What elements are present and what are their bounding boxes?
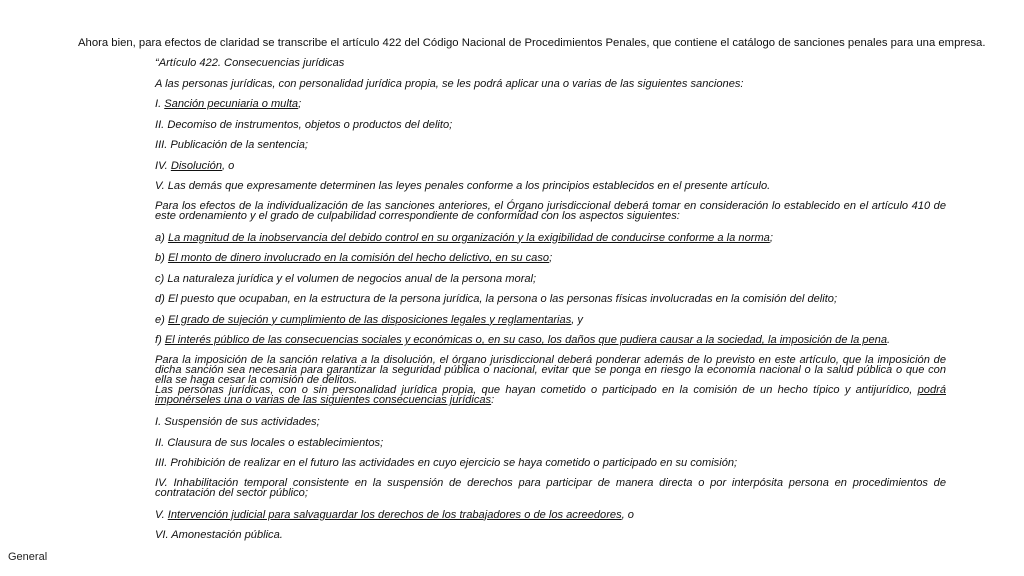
- aspect-f-letter: f): [155, 334, 165, 347]
- consequence-5: [155, 509, 946, 530]
- sanction-2: II. Decomiso de instrumentos, objetos o productos del delito;: [155, 118, 453, 131]
- sanction-1-number: I.: [155, 98, 165, 111]
- dissolution-text: Para la imposición de la sanción relativa a la disolución, el órgano jurisdiccional deberá ponderar además de lo previsto en este artículo, que la imposición de dicha sanción sea necesaria para garantizar la seguridad pública o nacional, evitar que se ponga en riesgo la economía nacional o la salud pública o que con ella se haga cesar la comisión de delitos.: [155, 353, 946, 386]
- aspect-b-end: ;: [549, 252, 553, 265]
- dissolution-paragraph: [155, 355, 946, 386]
- article-title: “Artículo 422. Consecuencias jurídicas: [155, 57, 345, 69]
- other-consequences-start: Las personas jurídicas, con o sin personalidad jurídica propia, que hayan cometido o participado en la comisión de un hecho típico y antijurídico,: [155, 384, 918, 397]
- sensitivity-label: General: [8, 551, 48, 563]
- aspect-b: [155, 252, 946, 273]
- consequence-1: I. Suspensión de sus actividades;: [155, 416, 320, 429]
- consequence-5-end: , o: [621, 508, 634, 521]
- sanction-5: V. Las demás que expresamente determinen las leyes penales conforme a los principios establecidos en el presente artículo.: [155, 180, 771, 193]
- aspect-a: [155, 232, 946, 253]
- individualization-paragraph: [155, 201, 946, 232]
- aspect-f-underlined: El interés público de las consecuencias sociales y económicas o, en su caso, los daños que pudiera causar a la sociedad, la imposición de la pena: [164, 334, 887, 347]
- consequence-4: [155, 478, 946, 509]
- aspect-e: [155, 314, 946, 335]
- aspect-a-end: ;: [769, 231, 773, 244]
- aspect-e-letter: e): [155, 313, 168, 326]
- aspect-f-end: .: [887, 334, 891, 347]
- aspect-a-letter: a): [155, 231, 168, 244]
- consequence-5-number: V.: [155, 508, 168, 521]
- aspect-f: [155, 334, 946, 355]
- intro-paragraph: Ahora bien, para efectos de claridad se transcribe el artículo 422 del Código Nacional de Procedimientos Penales, que contiene el catálogo de sanciones penales para una empresa.: [78, 37, 986, 49]
- sanction-4: [155, 160, 946, 181]
- sanction-1-end: ;: [298, 98, 302, 111]
- article-quote: [155, 57, 946, 550]
- aspect-a-underlined: La magnitud de la inobservancia del debido control en su organización y la exigibilidad de conducirse conforme a la norma: [167, 231, 770, 244]
- individualization-text: Para los efectos de la individualización de las sanciones anteriores, el Órgano jurisdiccional deberá tomar en consideración lo establecido en el artículo 410 de este ordenamiento y el grado de culpabilidad correspondiente de conformidad con los aspectos siguientes:: [155, 199, 946, 222]
- aspect-e-underlined: El grado de sujeción y cumplimiento de las disposiciones legales y reglamentarias: [167, 313, 572, 326]
- other-consequences-underlined: podrá imponérseles una o varias de las siguientes consecuencias jurídicas: [155, 384, 946, 407]
- other-consequences-paragraph: [155, 385, 946, 416]
- sanction-4-number: IV.: [155, 159, 171, 172]
- sanction-4-underlined: Disolución: [170, 159, 223, 172]
- consequence-6: VI. Amonestación pública.: [155, 529, 283, 542]
- other-consequences-end: :: [491, 394, 495, 407]
- aspect-d: d) El puesto que ocupaban, en la estructura de la persona jurídica, la persona o las personas físicas involucradas en la comisión del delito;: [155, 293, 838, 306]
- consequence-3: III. Prohibición de realizar en el futuro las actividades en cuyo ejercicio se haya cometido o participado en su comisión;: [155, 457, 738, 470]
- consequence-4-text: IV. Inhabilitación temporal consistente en la suspensión de derechos para participar de manera directa o por interpósita persona en procedimientos de contratación del sector público;: [155, 476, 946, 499]
- sanction-3: III. Publicación de la sentencia;: [155, 139, 308, 152]
- consequence-5-underlined: Intervención judicial para salvaguardar los derechos de los trabajadores o de los acreedores: [167, 508, 622, 521]
- consequence-2: II. Clausura de sus locales o establecimientos;: [155, 436, 384, 449]
- other-consequences-text: [155, 385, 946, 405]
- sanction-1: [155, 98, 946, 119]
- sanction-4-end: , o: [222, 159, 235, 172]
- aspect-c: c) La naturaleza jurídica y el volumen de negocios anual de la persona moral;: [155, 272, 537, 285]
- article-lead: A las personas jurídicas, con personalidad jurídica propia, se les podrá aplicar una o varias de las siguientes sanciones:: [155, 77, 744, 90]
- aspect-e-end: , y: [571, 313, 583, 326]
- aspect-b-letter: b): [155, 252, 168, 265]
- sanction-1-underlined: Sanción pecuniaria o multa: [164, 98, 299, 111]
- aspect-b-underlined: El monto de dinero involucrado en la comisión del hecho delictivo, en su caso: [167, 252, 550, 265]
